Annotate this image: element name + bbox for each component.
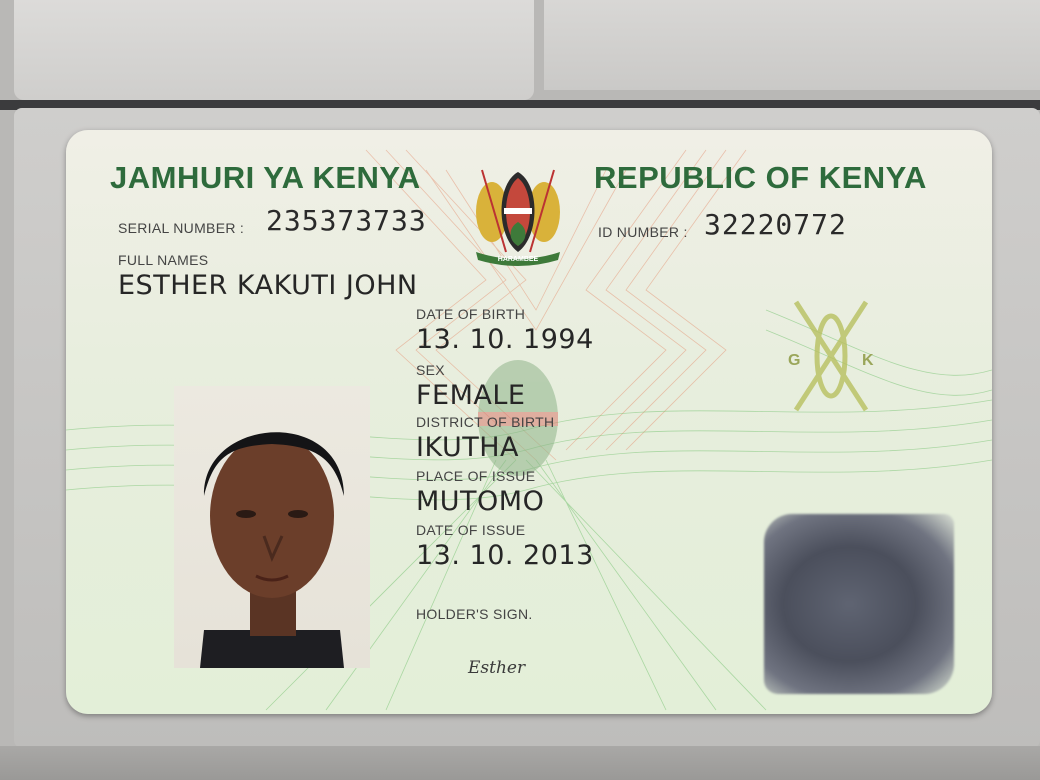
full-names-value: ESTHER KAKUTI JOHN: [118, 270, 418, 301]
sex-value: FEMALE: [416, 380, 526, 411]
watermark-letter-g: G: [788, 352, 801, 369]
date-of-issue-label: DATE OF ISSUE: [416, 522, 526, 538]
watermark-letter-k: K: [862, 352, 874, 369]
serial-number-label: SERIAL NUMBER :: [118, 220, 245, 236]
national-id-card: [66, 130, 992, 714]
district-of-birth-label: DISTRICT OF BIRTH: [416, 414, 555, 430]
card-title-swahili: JAMHURI YA KENYA: [110, 160, 421, 195]
date-of-birth-label: DATE OF BIRTH: [416, 306, 526, 322]
full-names-label: FULL NAMES: [118, 252, 209, 268]
gok-watermark: [796, 302, 866, 410]
place-of-issue-label: PLACE OF ISSUE: [416, 468, 536, 484]
holder-signature: Esther: [468, 658, 526, 678]
sex-label: SEX: [416, 362, 445, 378]
place-of-issue-value: MUTOMO: [416, 486, 545, 517]
coat-of-arms-icon: [462, 162, 574, 266]
thumbprint: [764, 514, 954, 694]
id-number-label: ID NUMBER :: [598, 224, 688, 240]
date-of-birth-value: 13. 10. 1994: [416, 324, 594, 355]
background-panel: [544, 0, 1040, 90]
coat-motto: HARAMBEE: [497, 256, 539, 263]
card-title-english: REPUBLIC OF KENYA: [594, 160, 927, 195]
district-of-birth-value: IKUTHA: [416, 432, 519, 463]
background-edge: [0, 746, 1040, 780]
holder-photo: [174, 386, 370, 668]
background-panel: [14, 0, 534, 100]
date-of-issue-value: 13. 10. 2013: [416, 540, 594, 571]
id-number-value: 32220772: [704, 208, 847, 241]
serial-number-value: 235373733: [266, 204, 427, 237]
holders-sign-label: HOLDER'S SIGN.: [416, 606, 533, 622]
